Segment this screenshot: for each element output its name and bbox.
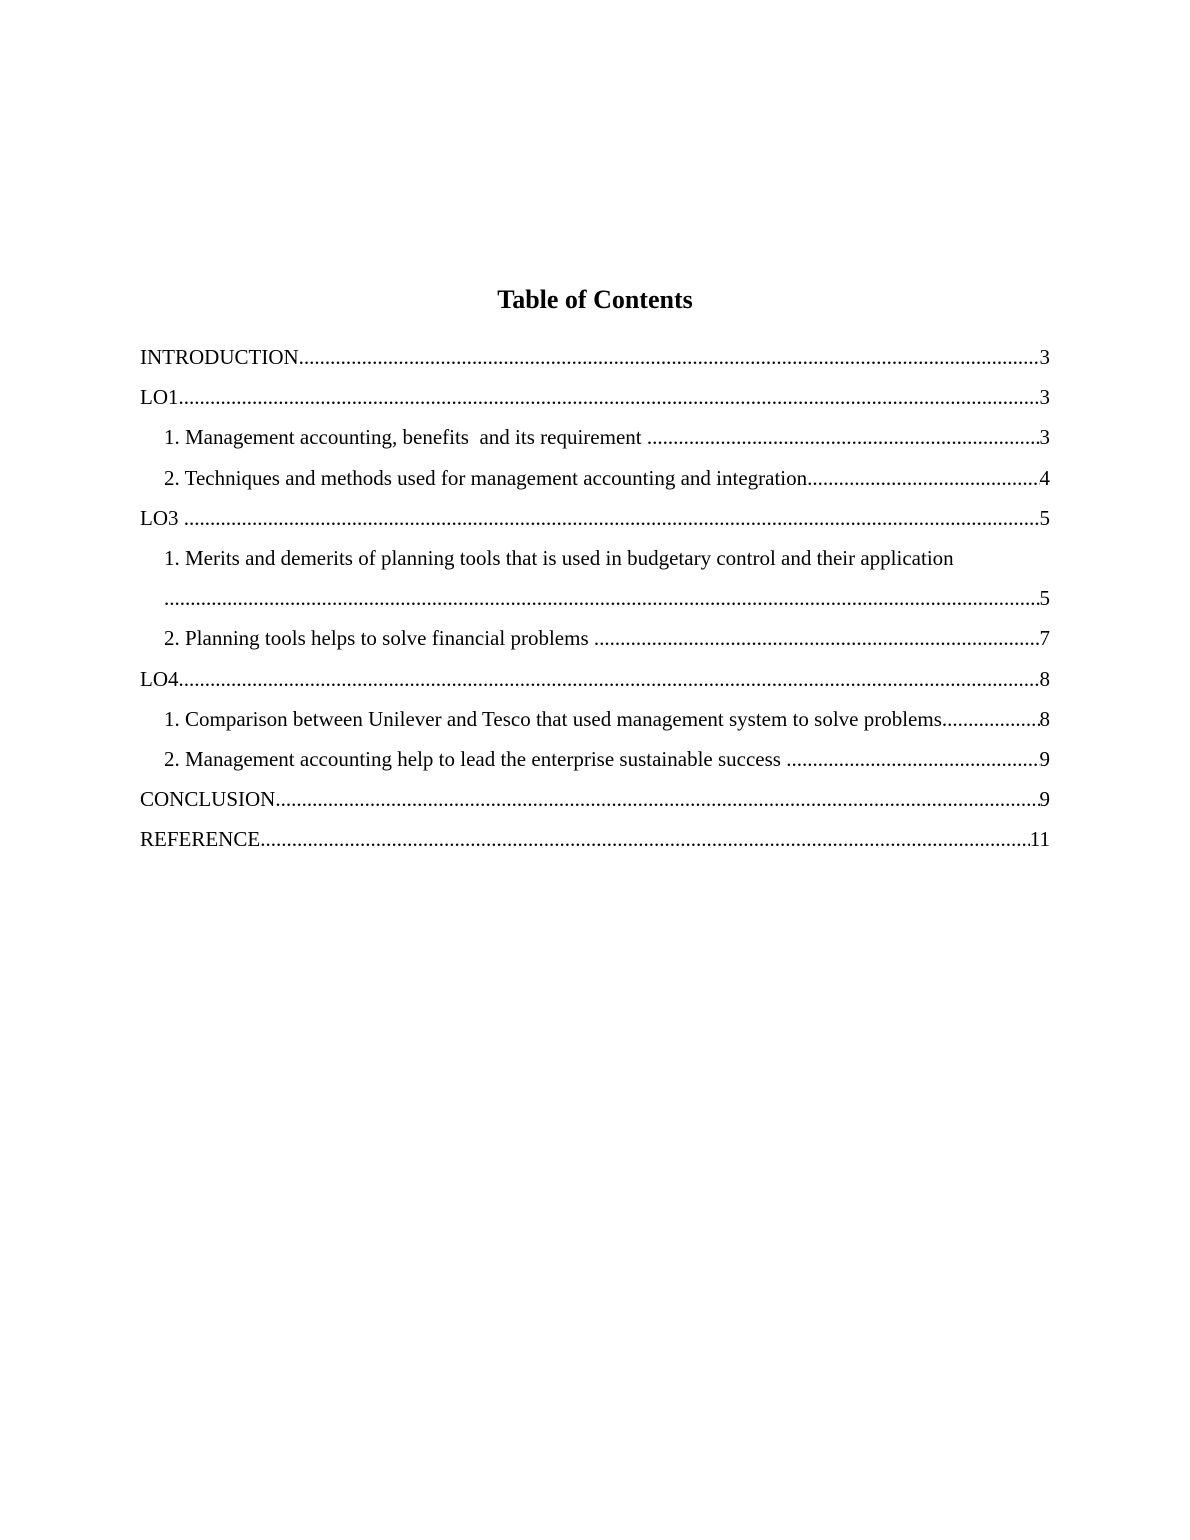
dot-leader [947,704,1039,734]
dot-leader [179,664,1040,694]
toc-entry-text: REFERENCE [140,827,261,852]
toc-entry-lo4-1[interactable] [140,704,1050,744]
toc-page-number: 3 [1039,385,1050,410]
toc-entry-conclusion[interactable] [140,784,1050,824]
toc-page-number: 11 [1029,827,1050,852]
toc-entry-reference[interactable] [140,824,1050,864]
toc-page-number: 4 [1039,465,1050,490]
toc-page-number: 3 [1039,425,1050,450]
toc-list [140,342,1050,864]
toc-entry-text: LO4 [140,666,179,691]
toc-page-number: 9 [1039,746,1050,771]
dot-leader [594,623,1040,653]
toc-entry-text: 2. Planning tools helps to solve financial problems [164,626,594,651]
toc-entry-text: 2. Management accounting help to lead the enterprise sustainable success [164,746,787,771]
dot-leader [786,744,1039,774]
toc-entry-text: INTRODUCTION [140,345,299,369]
toc-entry-lo1-1[interactable] [140,422,1050,462]
toc-page-number: 8 [1039,666,1050,691]
toc-entry-lo1-2[interactable] [140,463,1050,503]
dot-leader [184,503,1040,533]
dot-leader [299,342,1040,372]
toc-entry-text: LO3 [140,505,184,530]
dot-leader [647,422,1040,452]
toc-entry-text: 1. Management accounting, benefits and its requirement [164,425,647,450]
toc-page-number: 8 [1039,706,1050,731]
toc-entry-lo4-2[interactable] [140,744,1050,784]
dot-leader [275,784,1039,814]
toc-entry-text: 1. Comparison between Unilever and Tesco that used management system to solve problems. [164,706,948,731]
toc-entry-text: 1. Merits and demerits of planning tools that is used in budgetary control and their application [164,545,954,570]
toc-entry-text: LO1 [140,385,179,410]
toc-entry-lo1[interactable] [140,382,1050,422]
dot-leader [179,382,1040,412]
dot-leader [260,824,1030,854]
dot-leader [164,583,1040,613]
toc-page-number: 3 [1039,345,1050,369]
toc-entry-text: CONCLUSION [140,787,276,812]
toc-entry-lo3[interactable] [140,503,1050,543]
toc-entry-text: 2. Techniques and methods used for management accounting and integration [164,465,808,490]
toc-entry-introduction[interactable] [140,342,1050,382]
toc-page-number: 5 [1039,505,1050,530]
toc-entry-continuation [164,583,1050,623]
toc-title: Table of Contents [497,285,693,314]
toc-page-number: 9 [1039,787,1050,812]
dot-leader [807,463,1039,493]
toc-entry-lo3-1[interactable] [140,543,1050,623]
toc-page-number: 7 [1039,626,1050,651]
toc-entry-lo3-2[interactable] [140,623,1050,663]
toc-page-number: 5 [1039,586,1050,611]
toc-entry-lo4[interactable] [140,664,1050,704]
